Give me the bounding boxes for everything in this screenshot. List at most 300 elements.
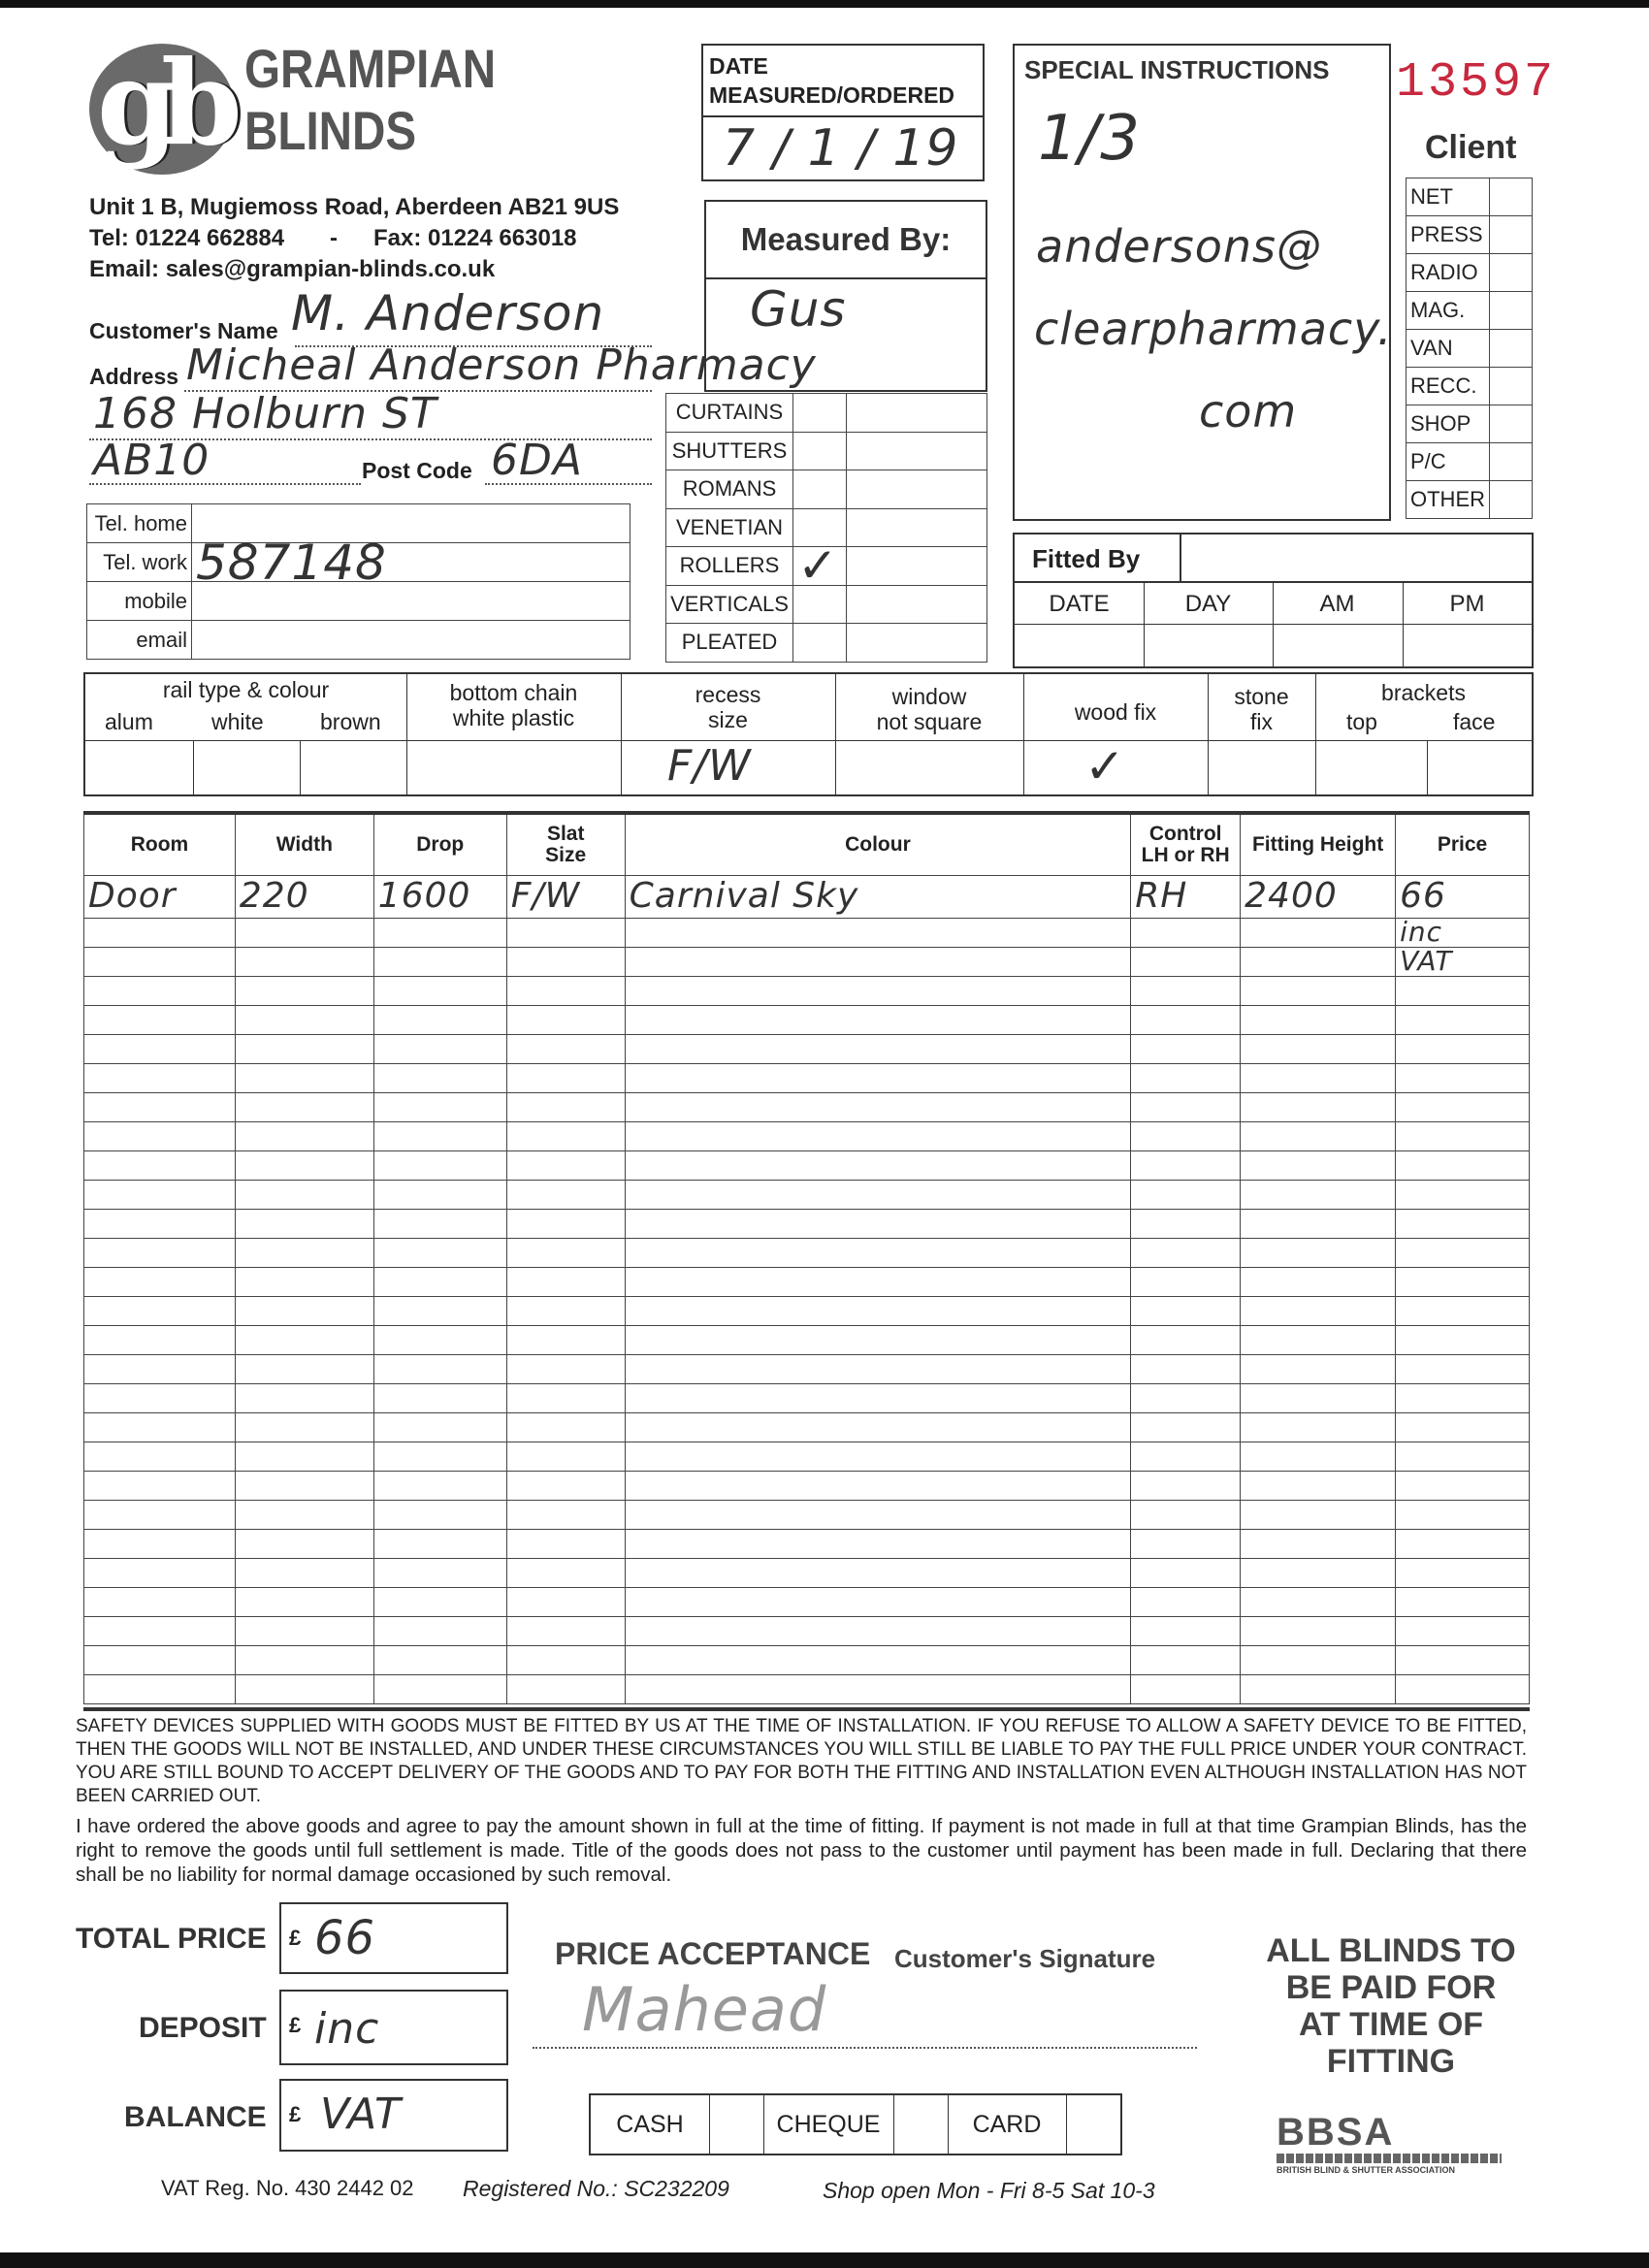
table-cell[interactable] xyxy=(373,1674,506,1703)
table-cell[interactable] xyxy=(235,1529,373,1558)
table-cell[interactable] xyxy=(1131,1063,1241,1092)
table-cell[interactable] xyxy=(1131,1500,1241,1529)
table-cell[interactable] xyxy=(1131,1092,1241,1121)
customer-name-field[interactable]: M. Anderson xyxy=(291,285,605,341)
table-cell[interactable] xyxy=(1131,1471,1241,1500)
product-note[interactable] xyxy=(847,624,987,663)
table-cell[interactable] xyxy=(373,1442,506,1471)
table-row xyxy=(84,1412,1530,1442)
product-checkbox[interactable] xyxy=(793,432,847,470)
table-cell[interactable] xyxy=(1241,1674,1396,1703)
table-cell[interactable] xyxy=(84,1034,236,1063)
table-cell[interactable] xyxy=(625,1558,1131,1587)
table-cell[interactable]: F/W xyxy=(506,875,625,918)
table-cell[interactable] xyxy=(1241,1587,1396,1616)
table-cell[interactable] xyxy=(506,1296,625,1325)
client-option-checkbox[interactable] xyxy=(1490,292,1533,330)
table-cell[interactable] xyxy=(1131,1529,1241,1558)
balance-field[interactable] xyxy=(279,2079,508,2152)
table-cell[interactable] xyxy=(625,1383,1131,1412)
phone-value[interactable]: 587148 xyxy=(192,543,630,582)
table-cell[interactable] xyxy=(373,1500,506,1529)
table-cell[interactable] xyxy=(1241,918,1396,947)
table-cell[interactable] xyxy=(625,1296,1131,1325)
table-cell[interactable] xyxy=(506,1616,625,1645)
table-cell[interactable] xyxy=(625,1500,1131,1529)
table-cell[interactable] xyxy=(84,1296,236,1325)
product-note[interactable] xyxy=(847,508,987,547)
table-cell[interactable] xyxy=(235,1412,373,1442)
table-cell[interactable] xyxy=(1241,976,1396,1005)
client-option-checkbox[interactable] xyxy=(1490,405,1533,443)
table-cell[interactable] xyxy=(373,1471,506,1500)
table-row xyxy=(84,1442,1530,1471)
table-cell[interactable] xyxy=(1396,1558,1530,1587)
table-cell[interactable] xyxy=(625,918,1131,947)
table-cell[interactable] xyxy=(625,1267,1131,1296)
table-cell[interactable] xyxy=(373,1616,506,1645)
table-cell[interactable] xyxy=(84,1587,236,1616)
deposit-value: inc xyxy=(314,2004,380,2054)
table-cell[interactable] xyxy=(84,1412,236,1442)
table-cell[interactable] xyxy=(625,1063,1131,1092)
table-cell[interactable] xyxy=(1396,1442,1530,1471)
table-cell[interactable] xyxy=(84,1150,236,1180)
table-cell[interactable] xyxy=(625,1529,1131,1558)
table-cell[interactable] xyxy=(1241,1034,1396,1063)
postcode-label: Post Code xyxy=(362,458,472,483)
table-cell[interactable] xyxy=(625,1180,1131,1209)
table-cell[interactable] xyxy=(1396,1092,1530,1121)
table-cell[interactable] xyxy=(373,1034,506,1063)
wood-fix-check[interactable]: ✓ xyxy=(1084,738,1126,794)
table-cell[interactable] xyxy=(373,1238,506,1267)
scan-edge-top xyxy=(0,0,1649,8)
product-note[interactable] xyxy=(847,547,987,586)
table-cell[interactable] xyxy=(1396,1121,1530,1150)
table-cell[interactable] xyxy=(506,1412,625,1442)
table-cell[interactable] xyxy=(506,1645,625,1674)
table-cell[interactable] xyxy=(235,1442,373,1471)
table-cell[interactable] xyxy=(235,1616,373,1645)
table-cell[interactable] xyxy=(235,1674,373,1703)
table-cell[interactable] xyxy=(1396,1238,1530,1267)
table-cell[interactable] xyxy=(373,1296,506,1325)
table-row xyxy=(84,1383,1530,1412)
table-cell[interactable] xyxy=(625,1005,1131,1034)
table-cell[interactable] xyxy=(84,1616,236,1645)
customer-signature[interactable]: Mahead xyxy=(582,1974,827,2045)
table-cell[interactable] xyxy=(84,1209,236,1238)
table-cell[interactable] xyxy=(1396,1471,1530,1500)
table-cell[interactable] xyxy=(506,1121,625,1150)
date-value[interactable]: 7 / 1 / 19 xyxy=(723,119,959,178)
table-cell[interactable] xyxy=(84,1529,236,1558)
table-cell[interactable] xyxy=(1396,1500,1530,1529)
client-option-checkbox[interactable] xyxy=(1490,443,1533,481)
table-cell[interactable] xyxy=(84,976,236,1005)
product-row xyxy=(666,470,987,509)
table-cell[interactable] xyxy=(1396,1645,1530,1674)
table-cell[interactable] xyxy=(506,1209,625,1238)
table-cell[interactable] xyxy=(373,1121,506,1150)
table-cell[interactable] xyxy=(235,1500,373,1529)
table-cell[interactable] xyxy=(235,1645,373,1674)
table-cell[interactable] xyxy=(1131,1616,1241,1645)
table-cell[interactable] xyxy=(84,1645,236,1674)
table-cell[interactable] xyxy=(1131,1267,1241,1296)
table-cell[interactable] xyxy=(1131,1296,1241,1325)
column-header: Drop xyxy=(373,815,506,875)
table-cell[interactable] xyxy=(625,1645,1131,1674)
table-cell[interactable] xyxy=(1396,1674,1530,1703)
client-option-checkbox[interactable] xyxy=(1490,368,1533,405)
cash-option[interactable]: CASH xyxy=(616,2111,684,2138)
table-cell[interactable] xyxy=(506,1442,625,1471)
table-cell[interactable] xyxy=(1396,1034,1530,1063)
table-row xyxy=(84,1180,1530,1209)
table-cell[interactable]: 2400 xyxy=(1241,875,1396,918)
table-cell[interactable] xyxy=(1396,1005,1530,1034)
table-cell[interactable]: Door xyxy=(84,875,236,918)
table-cell[interactable] xyxy=(1241,1471,1396,1500)
table-cell[interactable] xyxy=(235,1092,373,1121)
table-cell[interactable] xyxy=(1131,1383,1241,1412)
product-checkbox[interactable] xyxy=(793,394,847,433)
table-cell[interactable] xyxy=(506,1325,625,1354)
table-cell[interactable] xyxy=(1131,1558,1241,1587)
table-cell[interactable] xyxy=(1241,1442,1396,1471)
table-cell[interactable]: 220 xyxy=(235,875,373,918)
table-cell[interactable] xyxy=(1241,1296,1396,1325)
table-cell[interactable] xyxy=(1241,1616,1396,1645)
table-cell[interactable] xyxy=(1241,1354,1396,1383)
table-cell[interactable] xyxy=(1131,1325,1241,1354)
payment-method-boxes xyxy=(589,2093,1122,2155)
table-cell[interactable]: RH xyxy=(1131,875,1241,918)
table-cell[interactable] xyxy=(235,918,373,947)
table-cell[interactable] xyxy=(625,1325,1131,1354)
table-cell[interactable] xyxy=(1241,1383,1396,1412)
separator: - xyxy=(330,225,338,251)
table-cell[interactable] xyxy=(235,1150,373,1180)
scan-edge-bottom xyxy=(0,2252,1649,2268)
table-cell[interactable] xyxy=(235,1267,373,1296)
table-cell[interactable] xyxy=(1131,918,1241,947)
table-cell[interactable] xyxy=(506,1354,625,1383)
table-cell[interactable] xyxy=(625,1471,1131,1500)
table-cell[interactable] xyxy=(506,1500,625,1529)
table-cell[interactable] xyxy=(84,1325,236,1354)
table-cell[interactable] xyxy=(1396,1150,1530,1180)
product-note[interactable] xyxy=(847,432,987,470)
table-cell[interactable] xyxy=(625,1238,1131,1267)
table-cell[interactable] xyxy=(235,1180,373,1209)
table-cell[interactable] xyxy=(1131,1587,1241,1616)
table-cell[interactable] xyxy=(235,1063,373,1092)
table-cell[interactable] xyxy=(1241,1005,1396,1034)
table-cell[interactable] xyxy=(373,1092,506,1121)
client-option-label: OTHER xyxy=(1406,481,1490,519)
table-cell[interactable] xyxy=(1241,1412,1396,1442)
table-cell[interactable] xyxy=(373,1325,506,1354)
table-cell[interactable] xyxy=(373,1063,506,1092)
table-cell[interactable] xyxy=(1241,1500,1396,1529)
table-cell[interactable] xyxy=(84,1354,236,1383)
table-cell[interactable] xyxy=(373,1645,506,1674)
address-line-1[interactable]: Micheal Anderson Pharmacy xyxy=(186,340,817,390)
table-cell[interactable] xyxy=(625,976,1131,1005)
table-cell[interactable] xyxy=(506,1005,625,1034)
table-cell[interactable] xyxy=(625,1412,1131,1442)
table-row xyxy=(84,1034,1530,1063)
table-cell[interactable] xyxy=(235,1587,373,1616)
postcode-field[interactable]: 6DA xyxy=(491,436,583,485)
table-cell[interactable] xyxy=(625,1616,1131,1645)
table-cell[interactable] xyxy=(1396,1296,1530,1325)
client-option-label: PRESS xyxy=(1406,216,1490,254)
table-cell[interactable] xyxy=(1131,1645,1241,1674)
alum-label: alum xyxy=(105,709,153,734)
table-cell[interactable] xyxy=(1396,976,1530,1005)
table-cell[interactable] xyxy=(1396,1383,1530,1412)
client-option-label: NET xyxy=(1406,178,1490,216)
table-cell[interactable] xyxy=(373,1209,506,1238)
phone-label: email xyxy=(87,621,192,660)
table-cell[interactable] xyxy=(373,1180,506,1209)
table-cell[interactable] xyxy=(1131,1150,1241,1180)
cheque-option[interactable]: CHEQUE xyxy=(776,2111,881,2138)
table-cell[interactable] xyxy=(373,1412,506,1442)
table-cell[interactable] xyxy=(84,1005,236,1034)
table-cell[interactable] xyxy=(506,976,625,1005)
table-cell[interactable] xyxy=(84,1558,236,1587)
table-cell[interactable] xyxy=(1396,1529,1530,1558)
table-cell[interactable] xyxy=(235,1558,373,1587)
table-cell[interactable] xyxy=(1131,1442,1241,1471)
table-cell[interactable] xyxy=(235,1296,373,1325)
table-cell[interactable] xyxy=(1241,1180,1396,1209)
table-cell[interactable] xyxy=(625,1034,1131,1063)
table-cell[interactable] xyxy=(84,1442,236,1471)
special-line[interactable]: andersons@ xyxy=(1036,220,1322,273)
table-cell[interactable] xyxy=(506,1180,625,1209)
client-option-checkbox[interactable] xyxy=(1490,330,1533,368)
shop-hours: Shop open Mon - Fri 8-5 Sat 10-3 xyxy=(823,2178,1155,2203)
table-cell[interactable] xyxy=(506,1150,625,1180)
table-cell[interactable] xyxy=(1131,1034,1241,1063)
table-cell[interactable] xyxy=(1131,976,1241,1005)
fitted-by-label: Fitted By xyxy=(1032,544,1141,573)
table-cell[interactable] xyxy=(84,918,236,947)
table-cell[interactable] xyxy=(235,947,373,976)
table-cell[interactable] xyxy=(1131,1005,1241,1034)
table-cell[interactable] xyxy=(1396,1616,1530,1645)
client-option-checkbox[interactable] xyxy=(1490,481,1533,519)
column-header: Slat Size xyxy=(506,815,625,875)
product-note[interactable] xyxy=(847,470,987,509)
table-cell[interactable] xyxy=(1241,1529,1396,1558)
table-cell[interactable] xyxy=(235,1471,373,1500)
table-cell[interactable] xyxy=(625,1092,1131,1121)
table-cell[interactable]: VAT xyxy=(1396,947,1530,976)
table-cell[interactable] xyxy=(1131,1180,1241,1209)
product-type-table xyxy=(665,393,987,663)
table-row xyxy=(84,1325,1530,1354)
product-note[interactable] xyxy=(847,394,987,433)
table-cell[interactable] xyxy=(235,1005,373,1034)
table-cell[interactable] xyxy=(506,1267,625,1296)
table-cell[interactable] xyxy=(84,1063,236,1092)
table-cell[interactable] xyxy=(625,1150,1131,1180)
address-line-3[interactable]: AB10 xyxy=(93,436,210,485)
table-cell[interactable] xyxy=(1241,1121,1396,1150)
table-bottom-rule xyxy=(83,1707,1530,1711)
product-checkbox[interactable]: ✓ xyxy=(793,547,847,586)
table-cell[interactable] xyxy=(1241,1238,1396,1267)
table-cell[interactable] xyxy=(373,1354,506,1383)
recess-size-label: recess size xyxy=(695,682,761,732)
table-cell[interactable] xyxy=(373,1150,506,1180)
table-cell[interactable] xyxy=(373,918,506,947)
table-cell[interactable] xyxy=(625,1587,1131,1616)
table-cell[interactable] xyxy=(506,1587,625,1616)
table-cell[interactable] xyxy=(625,1674,1131,1703)
table-cell[interactable] xyxy=(373,1005,506,1034)
table-row xyxy=(84,1616,1530,1645)
table-cell[interactable] xyxy=(1396,1325,1530,1354)
table-cell[interactable] xyxy=(1396,1412,1530,1442)
special-line[interactable]: com xyxy=(1199,385,1298,437)
address-line-2[interactable]: 168 Holburn ST xyxy=(93,389,437,438)
recess-size-value[interactable]: F/W xyxy=(667,741,752,791)
table-cell[interactable] xyxy=(373,1529,506,1558)
table-cell[interactable] xyxy=(1241,1558,1396,1587)
table-cell[interactable] xyxy=(1131,1412,1241,1442)
table-cell[interactable]: inc xyxy=(1396,918,1530,947)
table-cell[interactable] xyxy=(373,947,506,976)
table-cell[interactable] xyxy=(1131,1674,1241,1703)
table-cell[interactable] xyxy=(625,1209,1131,1238)
table-cell[interactable] xyxy=(235,1383,373,1412)
table-cell[interactable] xyxy=(625,1121,1131,1150)
table-cell[interactable] xyxy=(235,1325,373,1354)
phone-value[interactable] xyxy=(192,621,630,660)
table-cell[interactable] xyxy=(1131,947,1241,976)
table-cell[interactable] xyxy=(1131,1354,1241,1383)
table-cell[interactable]: 1600 xyxy=(373,875,506,918)
table-cell[interactable] xyxy=(506,1063,625,1092)
measured-by-value[interactable]: Gus xyxy=(750,281,847,338)
fitted-date-label: DATE xyxy=(1049,591,1110,617)
client-option-checkbox[interactable] xyxy=(1490,254,1533,292)
table-cell[interactable] xyxy=(625,1354,1131,1383)
card-option[interactable]: CARD xyxy=(972,2111,1042,2138)
table-cell[interactable] xyxy=(506,918,625,947)
table-cell[interactable] xyxy=(1396,1180,1530,1209)
table-cell[interactable] xyxy=(506,1674,625,1703)
table-cell[interactable] xyxy=(1241,1325,1396,1354)
client-option-checkbox[interactable] xyxy=(1490,178,1533,216)
table-cell[interactable] xyxy=(1131,1209,1241,1238)
table-cell[interactable] xyxy=(625,947,1131,976)
table-cell[interactable] xyxy=(235,1121,373,1150)
table-cell[interactable] xyxy=(1396,1587,1530,1616)
table-cell[interactable] xyxy=(84,1500,236,1529)
table-cell[interactable] xyxy=(373,1558,506,1587)
client-row xyxy=(1406,368,1533,405)
table-cell[interactable] xyxy=(84,1238,236,1267)
table-cell[interactable] xyxy=(84,1471,236,1500)
table-row xyxy=(84,1500,1530,1529)
table-cell[interactable] xyxy=(84,1121,236,1150)
table-cell[interactable] xyxy=(235,1209,373,1238)
table-cell[interactable] xyxy=(1241,1209,1396,1238)
table-cell[interactable] xyxy=(1396,1063,1530,1092)
table-cell[interactable] xyxy=(373,1383,506,1412)
table-cell[interactable] xyxy=(235,1238,373,1267)
table-cell[interactable] xyxy=(84,1674,236,1703)
table-cell[interactable] xyxy=(1396,1354,1530,1383)
table-cell[interactable] xyxy=(373,1587,506,1616)
table-cell[interactable] xyxy=(506,1034,625,1063)
total-price-field[interactable] xyxy=(279,1902,508,1974)
table-cell[interactable] xyxy=(235,1354,373,1383)
table-cell[interactable] xyxy=(1241,1150,1396,1180)
table-cell[interactable] xyxy=(84,1092,236,1121)
table-cell[interactable] xyxy=(1241,947,1396,976)
table-cell[interactable] xyxy=(625,1442,1131,1471)
table-cell[interactable] xyxy=(84,947,236,976)
fitted-day-label: DAY xyxy=(1184,591,1232,617)
deposit-field[interactable] xyxy=(279,1990,508,2065)
table-cell[interactable] xyxy=(1241,1645,1396,1674)
table-cell[interactable] xyxy=(1131,1238,1241,1267)
table-cell[interactable] xyxy=(506,1238,625,1267)
client-option-checkbox[interactable] xyxy=(1490,216,1533,254)
product-checkbox[interactable] xyxy=(793,470,847,509)
special-line[interactable]: clearpharmacy. xyxy=(1034,303,1393,355)
table-cell[interactable] xyxy=(1241,1092,1396,1121)
product-checkbox[interactable] xyxy=(793,624,847,663)
table-cell[interactable]: Carnival Sky xyxy=(625,875,1131,918)
table-cell[interactable] xyxy=(1396,1209,1530,1238)
table-cell[interactable] xyxy=(235,976,373,1005)
table-cell[interactable] xyxy=(373,976,506,1005)
table-cell[interactable] xyxy=(506,947,625,976)
table-cell[interactable] xyxy=(506,1558,625,1587)
currency-symbol: £ xyxy=(289,2013,302,2037)
table-cell[interactable] xyxy=(506,1529,625,1558)
table-cell[interactable] xyxy=(1241,1063,1396,1092)
product-label: VERTICALS xyxy=(666,585,793,624)
table-cell[interactable] xyxy=(1241,1267,1396,1296)
table-cell[interactable] xyxy=(84,1267,236,1296)
table-cell[interactable] xyxy=(84,1180,236,1209)
table-cell[interactable] xyxy=(506,1471,625,1500)
special-line[interactable]: 1/3 xyxy=(1038,103,1141,175)
table-cell[interactable] xyxy=(84,1383,236,1412)
table-cell[interactable] xyxy=(506,1383,625,1412)
table-cell[interactable] xyxy=(1131,1121,1241,1150)
table-row xyxy=(84,1587,1530,1616)
table-cell[interactable] xyxy=(1396,1267,1530,1296)
table-cell[interactable] xyxy=(373,1267,506,1296)
table-cell[interactable] xyxy=(506,1092,625,1121)
product-note[interactable] xyxy=(847,585,987,624)
table-cell[interactable] xyxy=(235,1034,373,1063)
table-cell[interactable]: 66 xyxy=(1396,875,1530,918)
